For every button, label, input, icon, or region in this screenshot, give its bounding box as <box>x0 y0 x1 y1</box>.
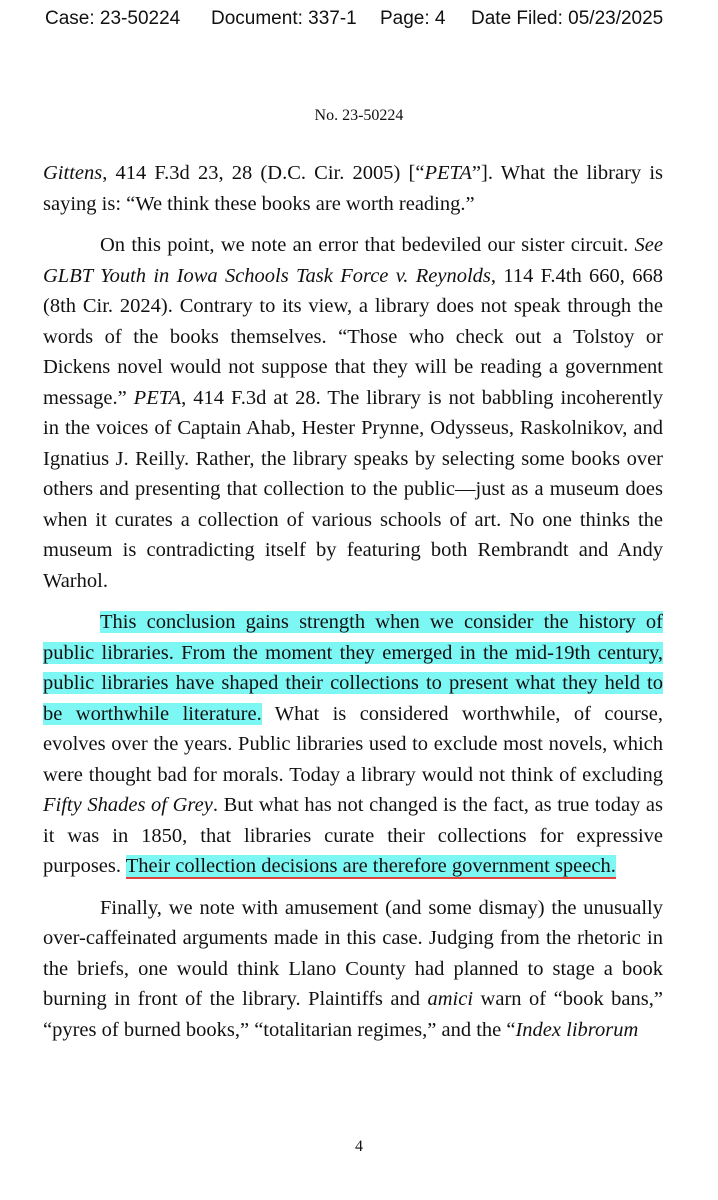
text-run: , 414 F.3d 23, 28 (D.C. Cir. 2005) [“ <box>102 162 425 184</box>
text-run: warn of “book bans,” “pyres of burned books,” “totalitarian regimes,” and the “ <box>43 988 663 1041</box>
text-run: What is considered worthwhile, of course, evolves over the years. Public libraries used to exclude most novels, which were thought bad for morals. Today a library would not think of excluding <box>43 702 663 786</box>
opinion-body <box>43 158 663 1056</box>
filing-header <box>0 8 718 36</box>
text-run: , 114 F.4th 660, 668 (8th Cir. 2024). Contrary to its view, a library does not speak through the words of the books themselves. “Those who check out a Tolstoy or Dickens novel would not suppose that they will be reading a government message.” <box>43 264 663 409</box>
paragraph-2 <box>43 230 663 596</box>
page-number: 4 <box>355 1138 363 1155</box>
citation-peta: PETA <box>133 386 182 409</box>
text-run: , 414 F.3d at 28. The library is not babbling incoherently in the voices of Captain Ahab, Hester Prynne, Odysseus, Raskolnikov, and Ignatius J. Reilly. Rather, the library speaks by selecting some books over others and presenting that collection to the public—just as a museum does when it curates a collection of various schools of art. No one thinks the museum is contradicting itself by featuring both Rembrandt and Andy Warhol. <box>43 386 663 592</box>
highlighted-underlined-passage: Their collection decisions are therefore government speech. <box>125 855 616 877</box>
term-amici: amici <box>427 988 474 1010</box>
header-document: Document: 337-1 <box>211 8 357 29</box>
paragraph-1 <box>43 158 663 219</box>
citation-gittens: Gittens <box>43 162 103 184</box>
term-index-librorum: Index librorum <box>515 1018 639 1041</box>
header-page: Page: 4 <box>380 8 446 29</box>
highlighted-passage: This conclusion gains strength when we consider the history of public libraries. From the moment they emerged in the mid-19th century, public libraries have shaped their collections to present what they held to be worthwhile literature. <box>43 611 663 725</box>
citation-glbt-youth: See GLBT Youth in Iowa Schools Task Force v. Reynolds <box>43 234 663 287</box>
text-run: Finally, we note with amusement (and some dismay) the unusually over-caffeinated arguments made in this case. Judging from the rhetoric in the briefs, one would think Llano County had planned to stage a book burning in front of the library. Plaintiffs and <box>43 896 663 1010</box>
book-title: Fifty Shades of Grey <box>43 794 213 816</box>
paragraph-3 <box>43 607 663 882</box>
citation-peta: PETA <box>424 162 472 184</box>
text-run: On this point, we note an error that bedeviled our sister circuit. <box>100 234 635 256</box>
header-date-filed: Date Filed: 05/23/2025 <box>471 8 664 29</box>
case-number: No. 23-50224 <box>314 107 404 124</box>
paragraph-4 <box>43 893 663 1046</box>
text-run: ”]. What the library is saying is: “We think these books are worth reading.” <box>43 162 663 215</box>
text-run: . But what has not changed is the fact, as true today as it was in 1850, that libraries curate their collections for expressive purposes. <box>43 794 664 877</box>
header-case: Case: 23-50224 <box>45 8 181 29</box>
